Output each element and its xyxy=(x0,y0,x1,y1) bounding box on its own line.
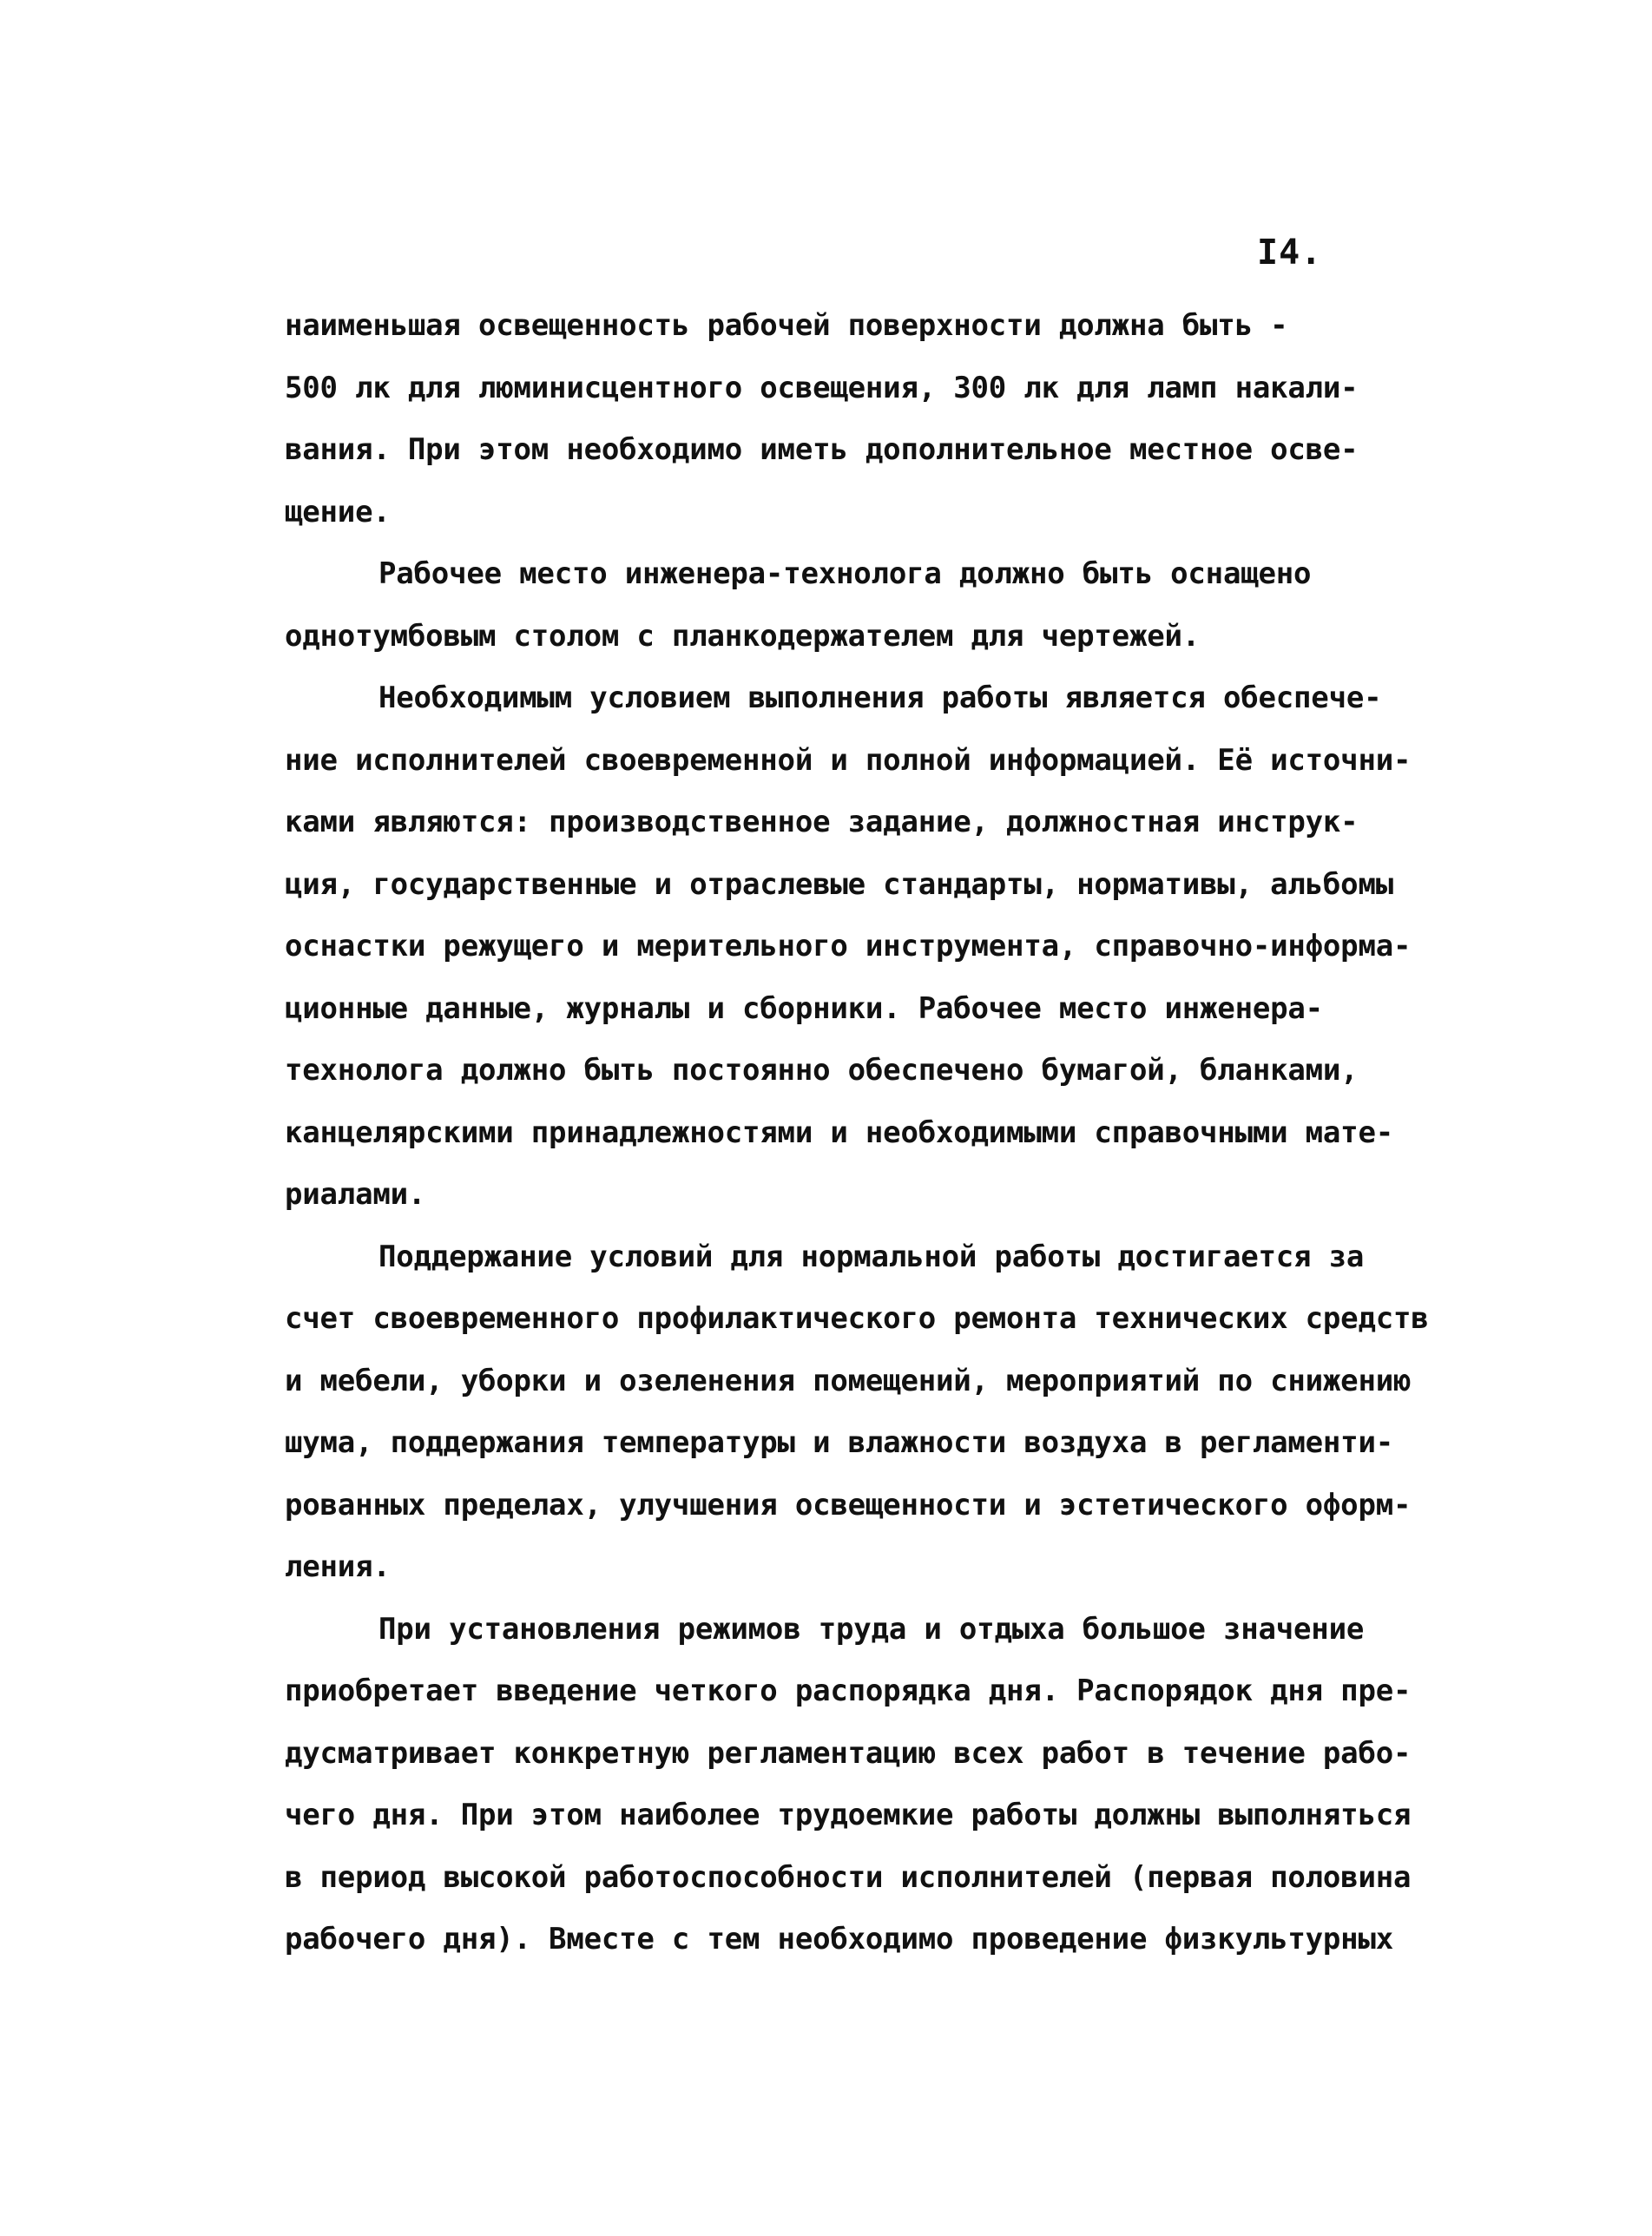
text-line: рабочего дня). Вместе с тем необходимо проведение физкультурных xyxy=(285,1922,1393,1956)
text-line: канцелярскими принадлежностями и необходимыми справочными мате- xyxy=(285,1115,1393,1150)
text-line: ние исполнителей своевременной и полной информацией. Её источни- xyxy=(285,742,1412,778)
paragraph-start-line: Необходимым условием выполнения работы является обеспече- xyxy=(378,681,1382,715)
text-line: ция, государственные и отраслевые стандарты, нормативы, альбомы xyxy=(285,866,1393,902)
paragraph-start-line: При установления режимов труда и отдыха большое значение xyxy=(378,1611,1365,1647)
text-line: вания. При этом необходимо иметь дополнительное местное осве- xyxy=(285,432,1359,467)
text-line: щение. xyxy=(285,494,391,529)
text-line: технолога должно быть постоянно обеспечено бумагой, бланками, xyxy=(285,1053,1359,1088)
text-line: счет своевременного профилактического ремонта технических средств xyxy=(285,1301,1429,1336)
text-line: 500 лк для люминисцентного освещения, 300 лк для ламп накали- xyxy=(285,370,1359,405)
paragraph-start-line: Рабочее место инженера-технолога должно быть оснащено xyxy=(378,556,1312,591)
body-text xyxy=(285,295,1500,1971)
page-number: I4. xyxy=(1257,233,1323,273)
text-line: приобретает введение четкого распорядка дня. Распорядок дня пре- xyxy=(285,1674,1412,1708)
text-line: наименьшая освещенность рабочей поверхности должна быть - xyxy=(285,308,1288,343)
text-line: рованных пределах, улучшения освещенности и эстетического оформ- xyxy=(285,1487,1412,1522)
text-line: однотумбовым столом с планкодержателем для чертежей. xyxy=(285,618,1201,654)
text-line: ками являются: производственное задание, должностная инструк- xyxy=(285,805,1359,839)
text-line: ления. xyxy=(285,1549,391,1584)
text-line: дусматривает конкретную регламентацию всех работ в течение рабо- xyxy=(285,1735,1412,1771)
text-line: в период высокой работоспособности исполнителей (первая половина xyxy=(285,1859,1412,1895)
text-line: шума, поддержания температуры и влажности воздуха в регламенти- xyxy=(285,1425,1393,1460)
text-line: и мебели, уборки и озеленения помещений, мероприятий по снижению xyxy=(285,1363,1412,1398)
text-line: оснастки режущего и мерительного инструмента, справочно-информа- xyxy=(285,929,1412,963)
text-line: чего дня. При этом наиболее трудоемкие работы должны выполняться xyxy=(285,1798,1412,1832)
paragraph-start-line: Поддержание условий для нормальной работы достигается за xyxy=(378,1239,1365,1274)
text-line: риалами. xyxy=(285,1177,426,1212)
text-line: ционные данные, журналы и сборники. Рабочее место инженера- xyxy=(285,990,1323,1026)
